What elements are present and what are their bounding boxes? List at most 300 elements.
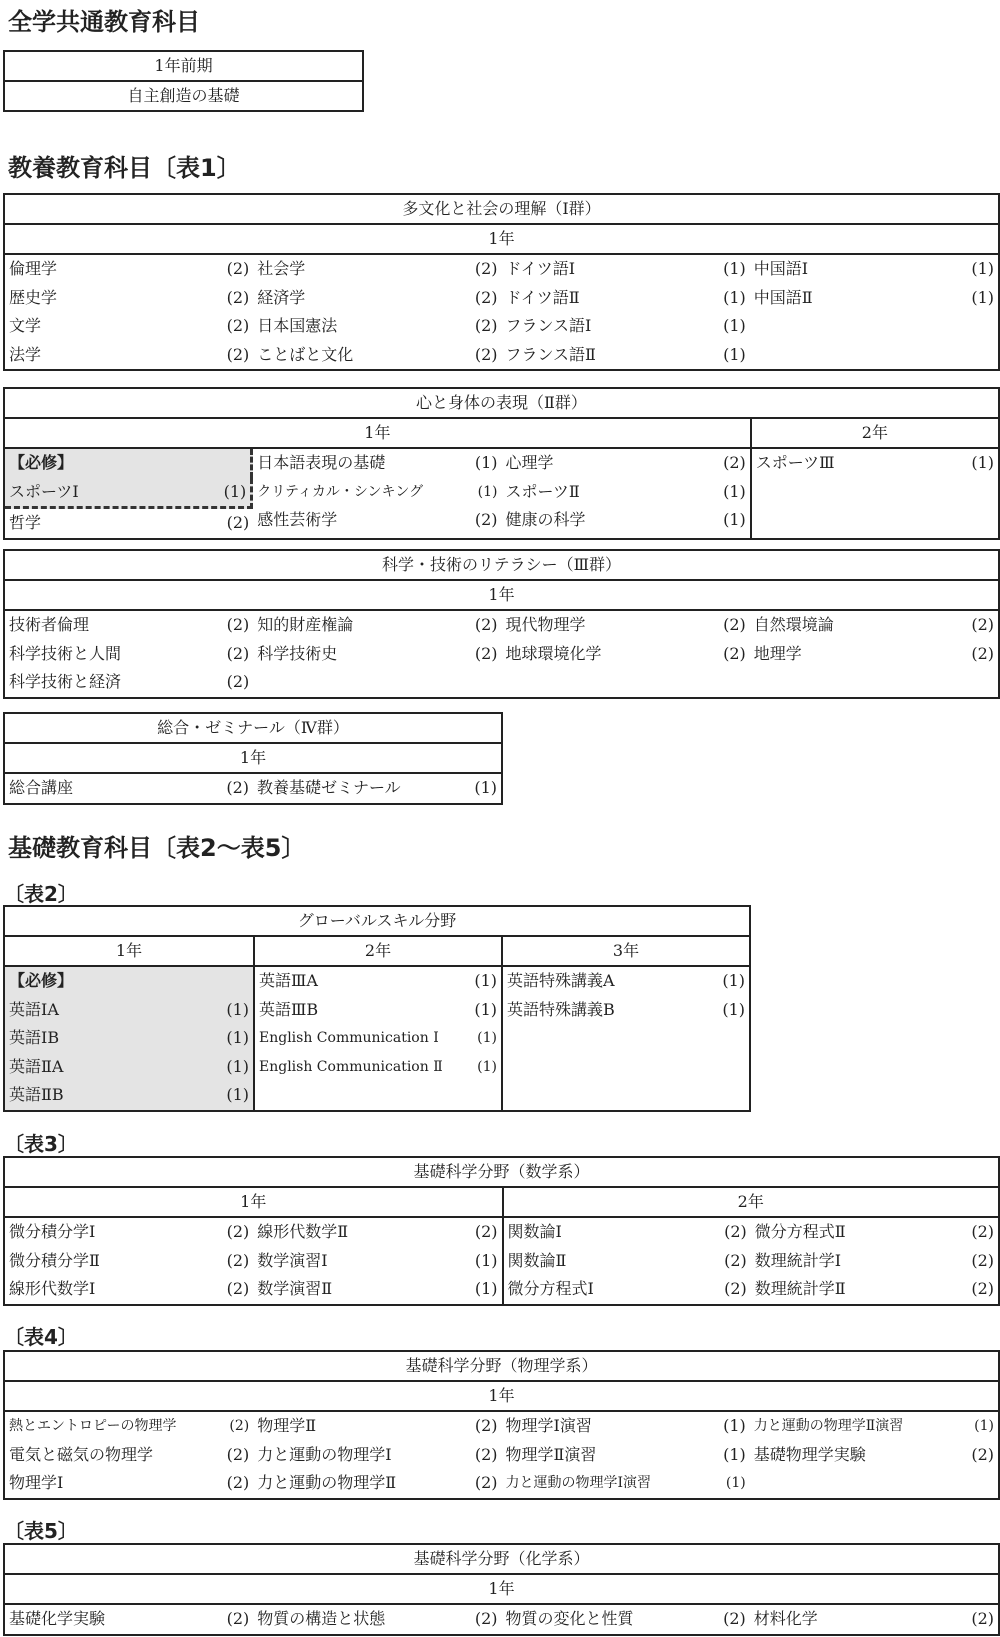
course-name: 力と運動の物理学Ⅱ <box>257 1473 397 1492</box>
course-credits: (2) <box>226 344 250 364</box>
course-credits: (1) <box>723 259 746 278</box>
year-header: 1年 <box>488 229 515 248</box>
common-header: 1年前期 <box>5 52 362 82</box>
course-item <box>5 478 253 510</box>
course-name: 数学演習Ⅰ <box>257 1250 328 1270</box>
course-column <box>502 449 750 538</box>
table3-title: 基礎科学分野（数学系） <box>5 1158 998 1188</box>
group3-body <box>5 611 998 697</box>
course-name: 感性芸術学 <box>257 510 338 529</box>
course-credits: (1) <box>223 481 247 501</box>
course-name: 数理統計学Ⅱ <box>754 1279 846 1298</box>
course-name: English Communication Ⅱ <box>259 1058 443 1075</box>
course-column <box>253 1218 501 1304</box>
course-name: 物理学Ⅱ演習 <box>505 1444 597 1464</box>
course-item <box>5 1469 253 1498</box>
course-name: 中国語Ⅰ <box>753 259 809 278</box>
course-item <box>5 1081 253 1110</box>
table5-year-header <box>5 1575 998 1605</box>
course-name: 微分積分学Ⅱ <box>9 1250 100 1270</box>
course-credits: (2) <box>474 1473 498 1492</box>
course-credits: (1) <box>723 287 746 307</box>
group2-body <box>5 449 998 538</box>
course-name: 英語ⅠA <box>9 999 59 1019</box>
year-section <box>502 1218 999 1304</box>
course-credits: (1) <box>723 481 746 501</box>
table2-title: グローバルスキル分野 <box>5 907 749 937</box>
course-credits <box>247 967 249 996</box>
course-column <box>5 967 253 1110</box>
course-credits: (2) <box>723 453 746 472</box>
course-item <box>255 967 501 996</box>
course-item <box>502 255 750 284</box>
course-column <box>253 611 501 697</box>
course-credits: (2) <box>724 1279 747 1298</box>
course-credits: (1) <box>474 453 498 472</box>
course-column <box>253 1605 501 1634</box>
section-title-basic: 基礎教育科目〔表2〜表5〕 <box>8 834 306 862</box>
course-name: 日本語表現の基礎 <box>257 453 386 472</box>
course-credits: (2) <box>474 1444 498 1464</box>
course-name: 現代物理学 <box>505 615 586 634</box>
course-name: 歴史学 <box>9 287 58 307</box>
course-credits: (1) <box>723 510 746 529</box>
table3-label: 〔表3〕 <box>4 1132 78 1156</box>
table3-year-header <box>5 1188 998 1218</box>
course-item <box>752 449 998 478</box>
course-name: English Communication Ⅰ <box>259 1030 439 1046</box>
course-credits: (2) <box>724 1222 747 1241</box>
course-name: 英語ⅢB <box>259 999 319 1019</box>
course-credits: (2) <box>226 513 250 532</box>
course-credits: (2) <box>226 1609 250 1628</box>
group3-year-header <box>5 581 998 611</box>
course-name: ドイツ語Ⅱ <box>505 287 580 307</box>
course-column <box>5 774 253 803</box>
course-credits: (1) <box>722 999 745 1019</box>
course-name: 自然環境論 <box>753 615 834 634</box>
course-column <box>502 1605 750 1634</box>
course-item <box>5 284 253 313</box>
course-item <box>5 255 253 284</box>
course-credits: (2) <box>474 316 498 335</box>
course-item <box>750 255 998 284</box>
course-credits: (2) <box>971 1444 994 1464</box>
table5-table <box>3 1543 1000 1636</box>
course-item <box>5 967 253 996</box>
course-credits: (1) <box>723 316 746 335</box>
course-name: スポーツⅡ <box>505 481 580 501</box>
course-item <box>255 996 501 1025</box>
course-item <box>750 1412 998 1441</box>
group4-body <box>5 774 501 803</box>
course-credits: (1) <box>226 1056 249 1076</box>
course-credits: (2) <box>474 1609 498 1628</box>
course-credits: (1) <box>474 778 497 797</box>
year-header: 2年 <box>502 1188 999 1216</box>
course-name: 力と運動の物理学Ⅰ <box>257 1444 392 1464</box>
course-item <box>253 1275 501 1304</box>
course-item <box>5 509 253 538</box>
year-header: 2年 <box>253 937 501 965</box>
group2-title: 心と身体の表現（Ⅱ群） <box>5 389 998 419</box>
course-credits: (2) <box>971 615 994 634</box>
year-section <box>5 1412 998 1498</box>
course-credits: (1) <box>474 999 497 1019</box>
course-name: 技術者倫理 <box>9 615 90 634</box>
course-name: 線形代数学Ⅰ <box>9 1279 96 1298</box>
course-column <box>5 1412 253 1498</box>
table5-title: 基礎科学分野（化学系） <box>5 1545 998 1575</box>
course-item <box>751 1218 998 1247</box>
course-item <box>253 449 501 478</box>
course-credits: (1) <box>226 1028 249 1047</box>
course-name: 材料化学 <box>753 1609 818 1628</box>
course-credits: (1) <box>226 999 249 1019</box>
course-column <box>5 255 253 369</box>
course-name: 物理学Ⅱ <box>257 1416 317 1435</box>
course-name: 英語ⅡA <box>9 1056 64 1076</box>
year-header: 1年 <box>364 423 391 442</box>
course-credits: (2) <box>229 1418 250 1434</box>
course-credits: (1) <box>477 483 498 500</box>
table4-title: 基礎科学分野（物理学系） <box>5 1352 998 1382</box>
table4-body <box>5 1412 998 1498</box>
course-item <box>750 640 998 669</box>
course-item <box>5 1024 253 1053</box>
course-name: フランス語Ⅰ <box>505 316 592 335</box>
course-item <box>253 341 501 370</box>
course-credits: (2) <box>971 1609 994 1628</box>
year-section <box>5 967 253 1110</box>
course-item <box>502 341 750 370</box>
course-item <box>253 640 501 669</box>
course-column <box>752 449 998 538</box>
group1-title: 多文化と社会の理解（Ⅰ群） <box>5 195 998 225</box>
course-name: 科学技術史 <box>257 643 338 663</box>
course-item <box>504 1247 751 1276</box>
group3-table <box>3 549 1000 699</box>
course-item <box>502 611 750 640</box>
course-credits <box>244 449 246 478</box>
course-item <box>5 449 253 478</box>
course-credits: (2) <box>226 1279 250 1298</box>
common-course: 自主創造の基礎 <box>127 86 240 105</box>
course-item <box>502 449 750 478</box>
course-item <box>750 284 998 313</box>
course-credits: (1) <box>725 1475 746 1491</box>
course-item <box>504 1275 751 1304</box>
course-name: フランス語Ⅱ <box>505 344 596 364</box>
year-section <box>253 967 501 1110</box>
course-name: 知的財産権論 <box>257 615 354 634</box>
course-item <box>5 1605 253 1634</box>
course-column <box>750 611 998 697</box>
group3-title: 科学・技術のリテラシー（Ⅲ群） <box>5 551 998 581</box>
year-section <box>750 449 998 538</box>
course-name: 【必修】 <box>9 453 74 472</box>
group4-year-header <box>5 744 501 774</box>
course-column <box>253 449 501 538</box>
course-name: 科学技術と経済 <box>9 672 122 691</box>
course-credits: (2) <box>474 510 498 529</box>
course-credits: (1) <box>971 287 994 307</box>
table5-label: 〔表5〕 <box>4 1519 78 1543</box>
course-credits: (2) <box>474 643 498 663</box>
course-credits: (2) <box>226 615 250 634</box>
course-name: 地理学 <box>753 643 802 663</box>
year-header: 1年 <box>239 748 267 767</box>
course-credits: (2) <box>226 1473 250 1492</box>
course-name: スポーツⅢ <box>755 453 835 472</box>
course-credits: (1) <box>474 971 497 990</box>
course-item <box>502 284 750 313</box>
course-item <box>253 478 501 507</box>
course-column <box>502 611 750 697</box>
year-header: 3年 <box>501 937 749 965</box>
course-credits: (1) <box>723 1444 746 1464</box>
course-item <box>5 1218 253 1247</box>
course-credits: (2) <box>226 1444 250 1464</box>
course-credits: (2) <box>226 672 250 691</box>
course-item <box>750 611 998 640</box>
course-name: 法学 <box>9 344 42 364</box>
course-item <box>5 1441 253 1470</box>
course-item <box>253 255 501 284</box>
course-name: 微分積分学Ⅰ <box>9 1222 96 1241</box>
course-name: 熱とエントロピーの物理学 <box>9 1418 177 1434</box>
course-column <box>253 774 501 803</box>
course-item <box>5 640 253 669</box>
year-header: 1年 <box>115 941 143 960</box>
course-name: 微分方程式Ⅰ <box>507 1279 594 1298</box>
course-credits: (1) <box>974 1418 994 1434</box>
course-name: 英語ⅠB <box>9 1028 60 1047</box>
course-item <box>5 1053 253 1082</box>
course-credits: (2) <box>474 287 498 307</box>
course-item <box>255 1053 501 1082</box>
course-name: 英語特殊講義B <box>507 999 615 1019</box>
course-name: 地球環境化学 <box>505 643 602 663</box>
course-credits: (2) <box>971 1279 994 1298</box>
course-item <box>502 1441 750 1470</box>
group4-title: 総合・ゼミナール（Ⅳ群） <box>5 714 501 744</box>
course-name: 科学技術と人間 <box>9 643 122 663</box>
group4-table <box>3 712 503 805</box>
course-credits: (1) <box>723 1416 746 1435</box>
course-credits: (2) <box>971 1222 994 1241</box>
course-credits: (2) <box>226 316 250 335</box>
course-credits: (2) <box>971 1250 994 1270</box>
course-credits: (2) <box>723 615 746 634</box>
course-item <box>751 1275 998 1304</box>
course-credits: (2) <box>226 1250 250 1270</box>
course-name: 力と運動の物理学Ⅰ演習 <box>505 1475 652 1491</box>
course-item <box>5 611 253 640</box>
course-item <box>504 1218 751 1247</box>
course-item <box>502 478 750 507</box>
group1-body <box>5 255 998 369</box>
course-name: 物理学Ⅰ演習 <box>505 1416 592 1435</box>
course-column <box>5 611 253 697</box>
course-column <box>504 1218 751 1304</box>
course-item <box>502 1469 750 1498</box>
course-credits: (1) <box>971 453 994 472</box>
course-item <box>253 1218 501 1247</box>
year-section <box>5 1605 998 1634</box>
table3-body <box>5 1218 998 1304</box>
course-name: 日本国憲法 <box>257 316 338 335</box>
course-credits: (1) <box>474 1250 498 1270</box>
course-name: 基礎化学実験 <box>9 1609 106 1628</box>
course-name: 健康の科学 <box>505 510 586 529</box>
year-header: 1年 <box>488 1579 515 1598</box>
course-item <box>750 1441 998 1470</box>
course-name: 総合講座 <box>9 778 74 797</box>
course-item <box>5 341 253 370</box>
course-name: 基礎物理学実験 <box>753 1444 866 1464</box>
course-item <box>502 640 750 669</box>
course-item <box>5 774 253 803</box>
course-credits: (2) <box>724 1250 747 1270</box>
course-item <box>502 506 750 535</box>
course-name: 英語特殊講義A <box>507 971 615 990</box>
course-column <box>5 1605 253 1634</box>
table5-body <box>5 1605 998 1634</box>
group2-table <box>3 387 1000 540</box>
course-name: 社会学 <box>257 259 306 278</box>
course-name: 微分方程式Ⅱ <box>754 1222 846 1241</box>
course-name: 力と運動の物理学Ⅱ演習 <box>753 1418 904 1434</box>
course-credits: (2) <box>474 615 498 634</box>
year-header: 2年 <box>750 419 998 447</box>
year-header: 1年 <box>240 1192 267 1211</box>
course-item <box>502 312 750 341</box>
course-item <box>253 312 501 341</box>
group1-table <box>3 193 1000 371</box>
course-name: 数学演習Ⅱ <box>257 1279 333 1298</box>
course-credits: (2) <box>474 1222 498 1241</box>
course-item <box>5 1247 253 1276</box>
course-item <box>253 611 501 640</box>
course-credits: (2) <box>474 344 498 364</box>
course-column <box>750 1605 998 1634</box>
course-item <box>5 312 253 341</box>
course-credits: (1) <box>474 1279 498 1298</box>
course-item <box>751 1247 998 1276</box>
course-item <box>5 1275 253 1304</box>
table2-table <box>3 905 751 1112</box>
course-column <box>253 255 501 369</box>
group1-year-header <box>5 225 998 255</box>
course-credits: (2) <box>226 259 250 278</box>
course-column <box>503 967 749 1110</box>
course-name: 倫理学 <box>9 259 58 278</box>
course-name: 電気と磁気の物理学 <box>9 1444 154 1464</box>
course-credits: (2) <box>971 643 994 663</box>
course-name: ことばと文化 <box>257 344 354 364</box>
course-column <box>750 1412 998 1498</box>
course-name: 関数論Ⅱ <box>507 1250 567 1270</box>
course-credits: (1) <box>477 1030 497 1046</box>
course-item <box>502 1412 750 1441</box>
course-item <box>503 967 749 996</box>
course-credits: (2) <box>723 643 746 663</box>
course-credits: (1) <box>723 344 746 364</box>
course-credits: (1) <box>722 971 745 990</box>
year-header: 1年 <box>488 1386 515 1405</box>
course-credits: (2) <box>226 287 250 307</box>
year-section <box>5 611 998 697</box>
table4-label: 〔表4〕 <box>4 1325 78 1349</box>
course-item <box>5 996 253 1025</box>
course-name: 関数論Ⅰ <box>507 1222 562 1241</box>
course-name: 物質の変化と性質 <box>505 1609 634 1628</box>
table4-year-header <box>5 1382 998 1412</box>
course-credits: (1) <box>477 1058 497 1075</box>
course-name: 【必修】 <box>9 971 74 990</box>
course-name: 心理学 <box>505 453 554 472</box>
year-section <box>5 1218 502 1304</box>
year-section <box>501 967 749 1110</box>
course-name: スポーツⅠ <box>9 481 79 501</box>
common-table <box>3 50 364 112</box>
course-credits: (1) <box>971 259 994 278</box>
year-section <box>5 255 998 369</box>
course-name: 英語ⅢA <box>259 971 318 990</box>
course-credits: (2) <box>723 1609 746 1628</box>
course-column <box>750 255 998 369</box>
course-column <box>5 449 253 538</box>
course-name: 中国語Ⅱ <box>753 287 813 307</box>
course-name: 経済学 <box>257 287 306 307</box>
course-column <box>255 967 501 1110</box>
group2-year-header <box>5 419 998 449</box>
course-name: 線形代数学Ⅱ <box>257 1222 349 1241</box>
course-column <box>5 1218 253 1304</box>
course-item <box>253 1605 501 1634</box>
course-name: 教養基礎ゼミナール <box>257 778 401 797</box>
course-credits: (2) <box>226 778 249 797</box>
course-name: 数理統計学Ⅰ <box>754 1250 842 1270</box>
table2-year-header <box>5 937 749 967</box>
course-item <box>253 1469 501 1498</box>
course-item <box>750 1605 998 1634</box>
course-column <box>751 1218 998 1304</box>
course-item <box>5 668 253 697</box>
course-credits: (2) <box>226 643 250 663</box>
year-section <box>5 449 750 538</box>
course-column <box>502 1412 750 1498</box>
table4-table <box>3 1350 1000 1500</box>
table2-label: 〔表2〕 <box>4 882 78 906</box>
course-name: 英語ⅡB <box>9 1085 64 1104</box>
course-credits: (1) <box>226 1085 249 1104</box>
course-column <box>253 1412 501 1498</box>
course-name: 物理学Ⅰ <box>9 1473 64 1492</box>
course-item <box>253 1412 501 1441</box>
course-item <box>253 1441 501 1470</box>
table2-body <box>5 967 749 1110</box>
course-name: 物質の構造と状態 <box>257 1609 386 1628</box>
course-item <box>253 774 501 803</box>
year-header: 1年 <box>488 585 515 604</box>
course-name: 文学 <box>9 316 42 335</box>
course-credits: (2) <box>474 259 498 278</box>
course-name: ドイツ語Ⅰ <box>505 259 576 278</box>
course-column <box>502 255 750 369</box>
course-name: 哲学 <box>9 513 42 532</box>
